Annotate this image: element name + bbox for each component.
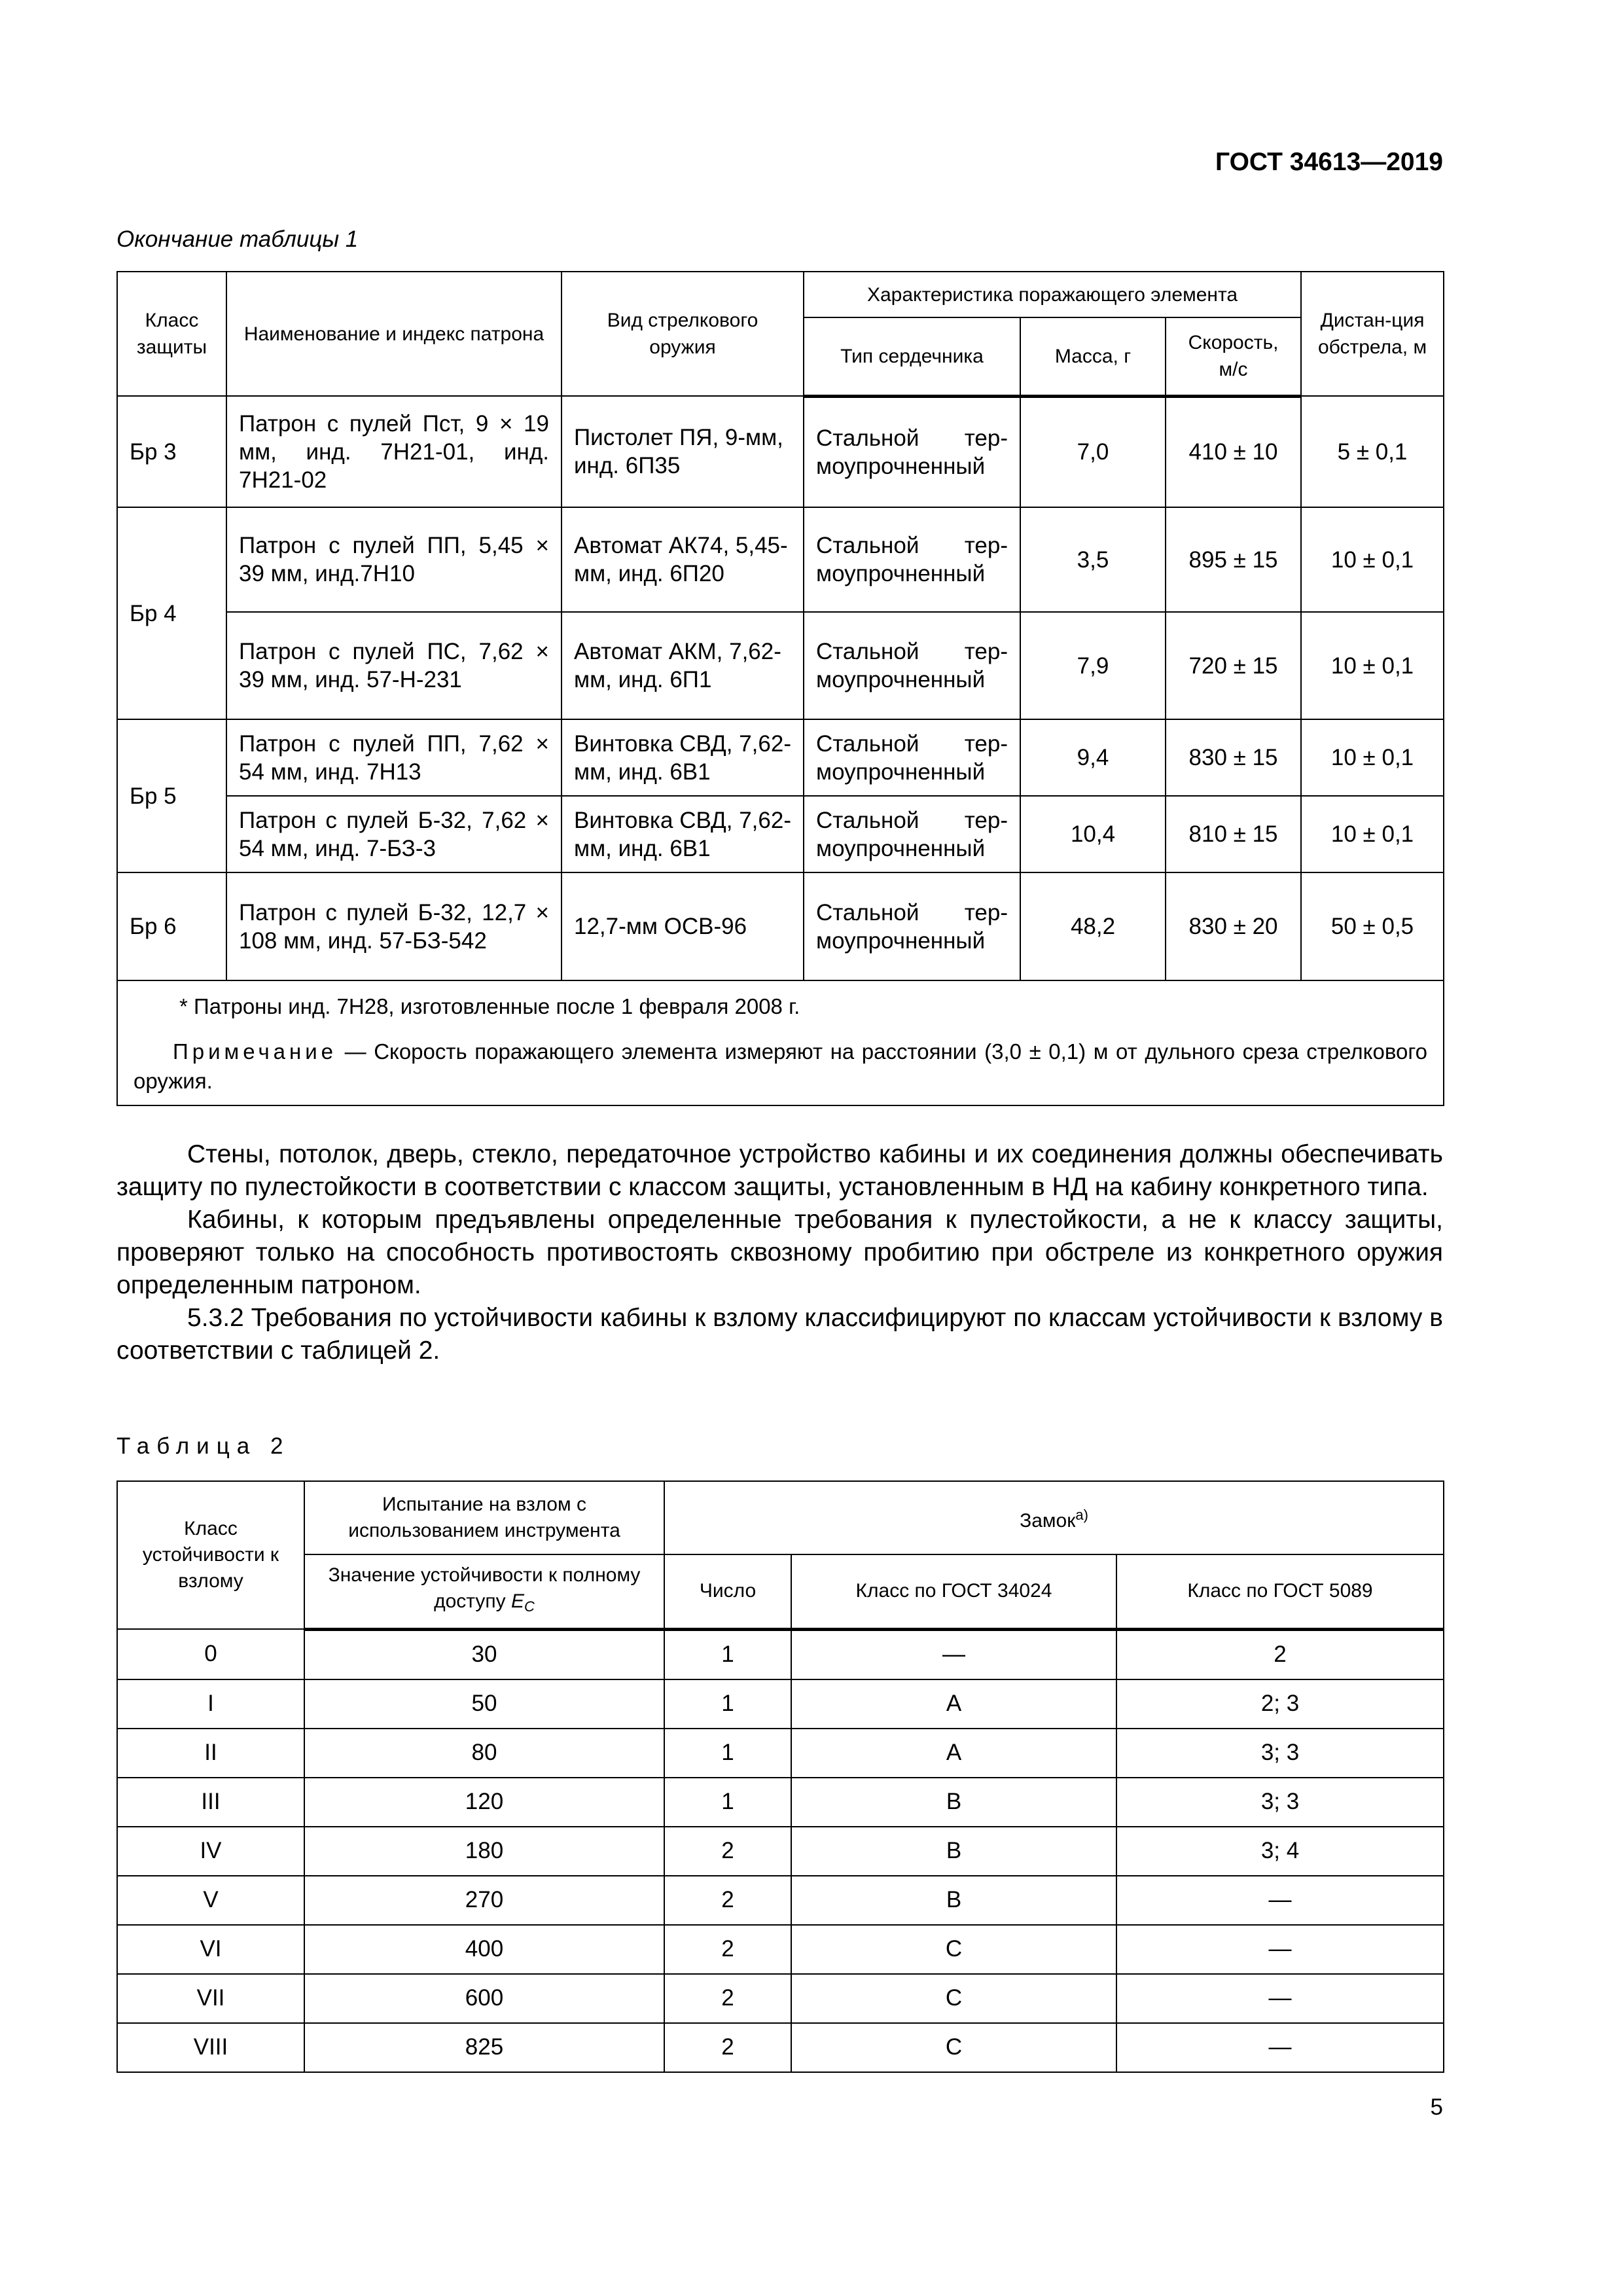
- t1-header-name: Наименование и индекс патрона: [226, 272, 562, 396]
- table-row: [117, 612, 1444, 719]
- t1-cell-class: Бр 3: [117, 396, 226, 507]
- t1-cell-mass: 7,0: [1020, 396, 1166, 507]
- t2-cell-class: VI: [117, 1925, 304, 1974]
- t1-cell-class: Бр 6: [117, 872, 226, 980]
- t1-cell-speed: 895 ± 15: [1166, 507, 1301, 612]
- t2-header-value: Значение устойчивости к полному доступу $E_C$: [304, 1554, 664, 1629]
- t2-cell-class: II: [117, 1729, 304, 1778]
- t1-cell-name: Патрон с пулей ПП, 5,45 × 39 мм, инд.7Н10: [226, 507, 562, 612]
- t1-header-element: Характеристика поражающего элемента: [804, 272, 1301, 317]
- t2-cell-gost5089: —: [1116, 1876, 1444, 1925]
- paragraph: Кабины, к которым предъявлены определенные требования к пулестойкости, а не к классу защиты, проверяют только на способность противостоять сквозному пробитию при обстреле из конкретного оружия определенным патроном.: [116, 1206, 1443, 1299]
- table-row: [117, 396, 1444, 507]
- t2-cell-gost34024: —: [791, 1629, 1116, 1679]
- table-row: [117, 1876, 1444, 1925]
- t2-cell-gost5089: —: [1116, 2023, 1444, 2072]
- t2-cell-value: 80: [304, 1729, 664, 1778]
- t2-cell-class: VII: [117, 1974, 304, 2023]
- t1-cell-weapon: 12,7-мм ОСВ-96: [562, 872, 804, 980]
- t2-cell-class: 0: [117, 1629, 304, 1679]
- standard-designation: ГОСТ 34613—2019: [1215, 148, 1443, 176]
- t2-cell-count: 2: [664, 1925, 791, 1974]
- t2-cell-gost34024: B: [791, 1827, 1116, 1876]
- t1-cell-speed: 410 ± 10: [1166, 396, 1301, 507]
- t1-cell-distance: 50 ± 0,5: [1301, 872, 1444, 980]
- t1-cell-core: Стальной тер-моупрочненный: [804, 719, 1020, 796]
- t1-cell-distance: 5 ± 0,1: [1301, 396, 1444, 507]
- t1-cell-name: Патрон с пулей Б-32, 12,7 × 108 мм, инд. 57-БЗ-542: [226, 872, 562, 980]
- t2-cell-gost34024: C: [791, 1974, 1116, 2023]
- t2-cell-value: 400: [304, 1925, 664, 1974]
- table-row: [117, 1974, 1444, 2023]
- t1-cell-class: Бр 4: [117, 507, 226, 719]
- t2-cell-count: 1: [664, 1778, 791, 1827]
- t1-cell-speed: 830 ± 15: [1166, 719, 1301, 796]
- t2-cell-class: III: [117, 1778, 304, 1827]
- t2-header-test: Испытание на взлом с использованием инструмента: [304, 1481, 664, 1554]
- t2-cell-count: 2: [664, 1876, 791, 1925]
- t2-cell-gost5089: —: [1116, 1925, 1444, 1974]
- t1-cell-core: Стальной тер-моупрочненный: [804, 796, 1020, 872]
- t1-cell-speed: 720 ± 15: [1166, 612, 1301, 719]
- table-row: [117, 796, 1444, 872]
- t2-header-gost34024: Класс по ГОСТ 34024: [791, 1554, 1116, 1629]
- table2-caption: Таблица 2: [116, 1433, 291, 1459]
- t1-header-mass: Масса, г: [1020, 317, 1166, 396]
- t1-cell-mass: 9,4: [1020, 719, 1166, 796]
- page-number: 5: [1430, 2094, 1443, 2120]
- note-label: Примечание: [173, 1039, 338, 1064]
- t1-cell-distance: 10 ± 0,1: [1301, 719, 1444, 796]
- t1-cell-weapon: Винтовка СВД, 7,62-мм, инд. 6В1: [562, 719, 804, 796]
- t1-cell-speed: 830 ± 20: [1166, 872, 1301, 980]
- t2-header-gost5089: Класс по ГОСТ 5089: [1116, 1554, 1444, 1629]
- t2-cell-gost5089: —: [1116, 1974, 1444, 2023]
- t1-cell-weapon: Автомат АКМ, 7,62-мм, инд. 6П1: [562, 612, 804, 719]
- paragraph: Стены, потолок, дверь, стекло, передаточное устройство кабины и их соединения должны обеспечивать защиту по пулестойкости в соответствии с классом защиты, установленным в НД на кабину конкретного типа.: [116, 1140, 1443, 1201]
- table-row: [117, 719, 1444, 796]
- t1-header-class: Класс защиты: [117, 272, 226, 396]
- t1-cell-mass: 48,2: [1020, 872, 1166, 980]
- t2-cell-gost34024: A: [791, 1729, 1116, 1778]
- t1-cell-class: Бр 5: [117, 719, 226, 872]
- table-row: [117, 1778, 1444, 1827]
- t1-header-speed: Скорость, м/с: [1166, 317, 1301, 396]
- t1-cell-core: Стальной тер-моупрочненный: [804, 396, 1020, 507]
- t2-cell-count: 1: [664, 1729, 791, 1778]
- t2-header-class: Класс устойчивости к взлому: [117, 1481, 304, 1629]
- t2-cell-gost5089: 2; 3: [1116, 1679, 1444, 1729]
- t1-cell-speed: 810 ± 15: [1166, 796, 1301, 872]
- t2-cell-value: 50: [304, 1679, 664, 1729]
- table-row: [117, 2023, 1444, 2072]
- table1-footnote: * Патроны инд. 7Н28, изготовленные после 1 февраля 2008 г.: [179, 994, 800, 1018]
- t1-cell-weapon: Винтовка СВД, 7,62-мм, инд. 6В1: [562, 796, 804, 872]
- t2-cell-class: IV: [117, 1827, 304, 1876]
- table-row: [117, 507, 1444, 612]
- t2-header-lock: Замок$^{а)}$: [664, 1481, 1444, 1554]
- t2-cell-gost5089: 3; 3: [1116, 1729, 1444, 1778]
- t2-cell-gost5089: 3; 3: [1116, 1778, 1444, 1827]
- t2-cell-count: 2: [664, 1827, 791, 1876]
- t1-header-core: Тип сердечника: [804, 317, 1020, 396]
- t2-cell-gost34024: A: [791, 1679, 1116, 1729]
- paragraph: 5.3.2 Требования по устойчивости кабины к взлому классифицируют по классам устойчивости к взлому в соответствии с таблицей 2.: [116, 1304, 1443, 1365]
- t2-cell-gost5089: 3; 4: [1116, 1827, 1444, 1876]
- t1-cell-name: Патрон с пулей Пст, 9 × 19 мм, инд. 7Н21-01, инд. 7Н21-02: [226, 396, 562, 507]
- t1-header-distance: Дистан-ция обстрела, м: [1301, 272, 1444, 396]
- table-row: [117, 1629, 1444, 1679]
- table2: [116, 1480, 1444, 2073]
- table-row: [117, 1729, 1444, 1778]
- t1-cell-distance: 10 ± 0,1: [1301, 796, 1444, 872]
- t2-cell-gost34024: B: [791, 1876, 1116, 1925]
- t1-cell-core: Стальной тер-моупрочненный: [804, 612, 1020, 719]
- t1-cell-mass: 3,5: [1020, 507, 1166, 612]
- t2-cell-value: 120: [304, 1778, 664, 1827]
- t2-cell-gost34024: C: [791, 2023, 1116, 2072]
- t2-cell-value: 180: [304, 1827, 664, 1876]
- t1-cell-weapon: Автомат АК74, 5,45-мм, инд. 6П20: [562, 507, 804, 612]
- t2-cell-value: 270: [304, 1876, 664, 1925]
- t2-cell-count: 1: [664, 1629, 791, 1679]
- body-text: [116, 1138, 1443, 1367]
- t2-cell-value: 30: [304, 1629, 664, 1679]
- t2-cell-class: V: [117, 1876, 304, 1925]
- t1-cell-name: Патрон с пулей ПП, 7,62 × 54 мм, инд. 7Н13: [226, 719, 562, 796]
- t1-cell-name: Патрон с пулей ПС, 7,62 × 39 мм, инд. 57-Н-231: [226, 612, 562, 719]
- t2-cell-class: I: [117, 1679, 304, 1729]
- t1-cell-name: Патрон с пулей Б-32, 7,62 × 54 мм, инд. 7-БЗ-3: [226, 796, 562, 872]
- t1-cell-mass: 10,4: [1020, 796, 1166, 872]
- t2-cell-value: 600: [304, 1974, 664, 2023]
- t1-cell-distance: 10 ± 0,1: [1301, 612, 1444, 719]
- t2-cell-value: 825: [304, 2023, 664, 2072]
- t1-cell-core: Стальной тер-моупрочненный: [804, 507, 1020, 612]
- table-row: [117, 872, 1444, 980]
- table1-footer: [117, 980, 1444, 1105]
- table1: [116, 271, 1444, 1106]
- table-row: [117, 1925, 1444, 1974]
- t2-cell-gost5089: 2: [1116, 1629, 1444, 1679]
- t2-cell-count: 2: [664, 1974, 791, 2023]
- t2-cell-gost34024: B: [791, 1778, 1116, 1827]
- table-row: [117, 1827, 1444, 1876]
- t1-cell-weapon: Пистолет ПЯ, 9-мм, инд. 6П35: [562, 396, 804, 507]
- t1-cell-mass: 7,9: [1020, 612, 1166, 719]
- t1-cell-distance: 10 ± 0,1: [1301, 507, 1444, 612]
- t1-header-weapon: Вид стрелкового оружия: [562, 272, 804, 396]
- table-row: [117, 1679, 1444, 1729]
- t2-cell-count: 2: [664, 2023, 791, 2072]
- t2-cell-gost34024: C: [791, 1925, 1116, 1974]
- t2-cell-count: 1: [664, 1679, 791, 1729]
- t1-cell-core: Стальной тер-моупрочненный: [804, 872, 1020, 980]
- table1-note: [134, 1037, 1427, 1096]
- note-text: — Скорость поражающего элемента измеряют на расстоянии (3,0 ± 0,1) м от дульного среза стрелкового оружия.: [134, 1039, 1428, 1093]
- t2-header-count: Число: [664, 1554, 791, 1629]
- t2-cell-class: VIII: [117, 2023, 304, 2072]
- table1-caption: Окончание таблицы 1: [116, 226, 359, 252]
